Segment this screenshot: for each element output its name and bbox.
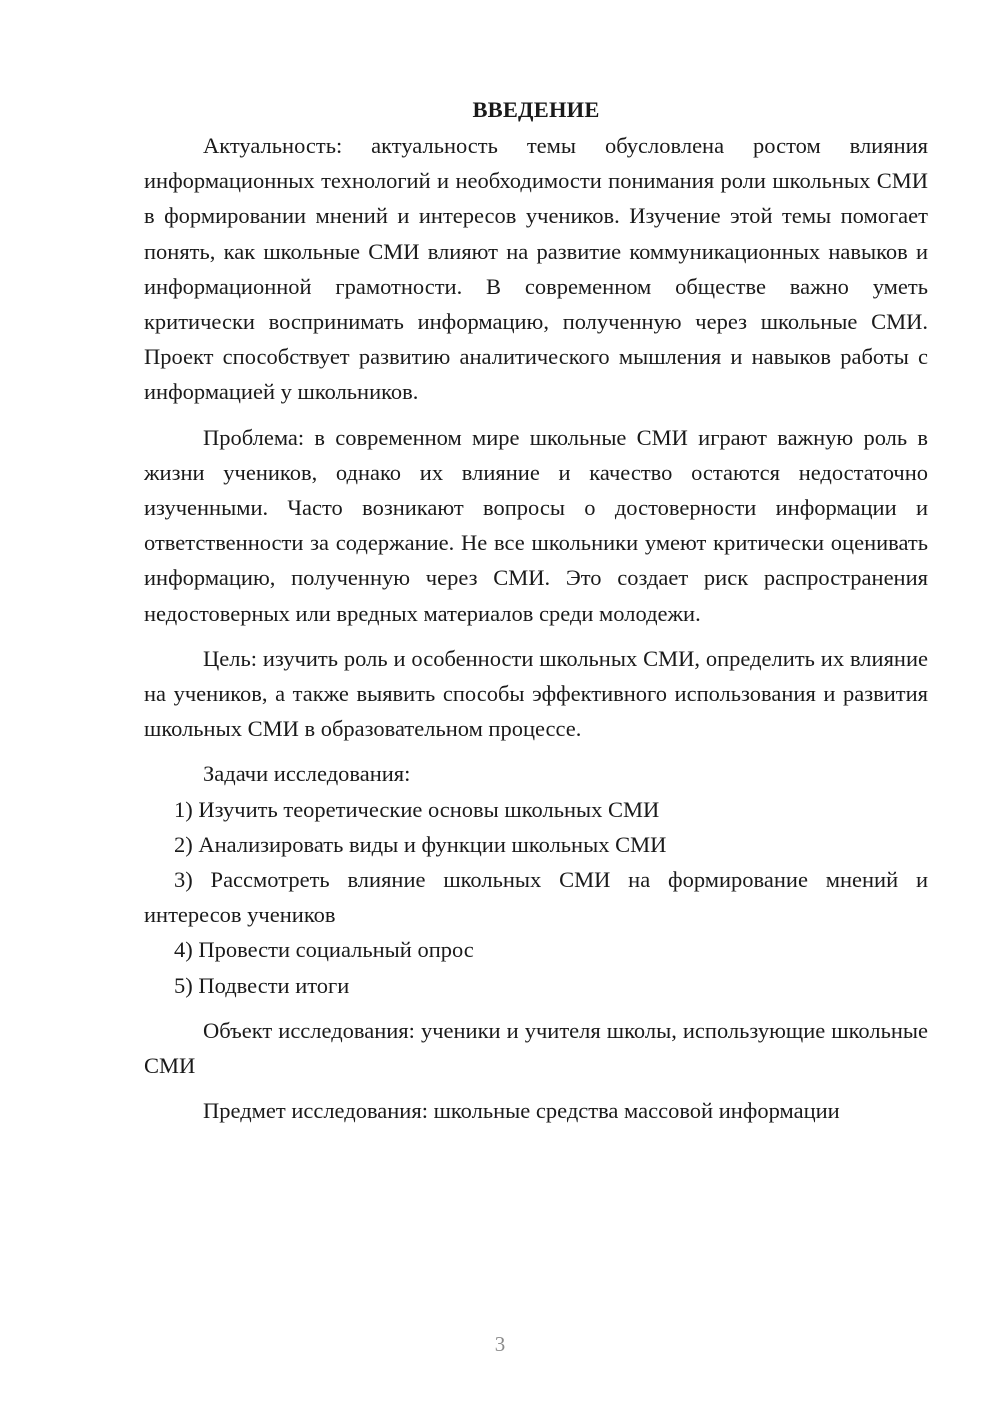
object-paragraph: Объект исследования: ученики и учителя школы, использующие школьные СМИ (144, 1017, 928, 1079)
task-item-5: 5) Подвести итоги (174, 972, 350, 998)
page-body (144, 92, 928, 1128)
subject-paragraph: Предмет исследования: школьные средства массовой информации (203, 1098, 840, 1124)
goal-paragraph: Цель: изучить роль и особенности школьных СМИ, определить их влияние на учеников, а также выявить способы эффективного использования и развития школьных СМИ в образовательном процессе. (144, 645, 928, 742)
problem-paragraph: Проблема: в современном мире школьные СМИ играют важную роль в жизни учеников, однако их влияние и качество остаются недостаточно изученными. Часто возникают вопросы о достоверности информации и ответственности за содержание. Не все школьники умеют критически оценивать информацию, полученную через СМИ. Это создает риск распространения недостоверных или вредных материалов среди молодежи. (144, 424, 928, 626)
task-item-1: 1) Изучить теоретические основы школьных СМИ (174, 796, 660, 822)
task-item-4: 4) Провести социальный опрос (174, 937, 474, 963)
task-item-3: 3) Рассмотреть влияние школьных СМИ на формирование мнений и интересов учеников (144, 867, 928, 928)
page-number: 3 (494, 1332, 506, 1356)
relevance-paragraph: Актуальность: актуальность темы обусловлена ростом влияния информационных технологий и необходимости понимания роли школьных СМИ в формировании мнений и интересов учеников. Изучение этой темы помогает понять, как школьные СМИ влияют на развитие коммуникационных навыков и информационной грамотности. В современном обществе важно уметь критически воспринимать информацию, полученную через школьные СМИ. Проект способствует развитию аналитического мышления и навыков работы с информацией у школьников. (144, 133, 928, 405)
task-item-2: 2) Анализировать виды и функции школьных СМИ (174, 831, 667, 857)
tasks-heading: Задачи исследования: (203, 761, 411, 787)
section-title: ВВЕДЕНИЕ (472, 97, 600, 122)
